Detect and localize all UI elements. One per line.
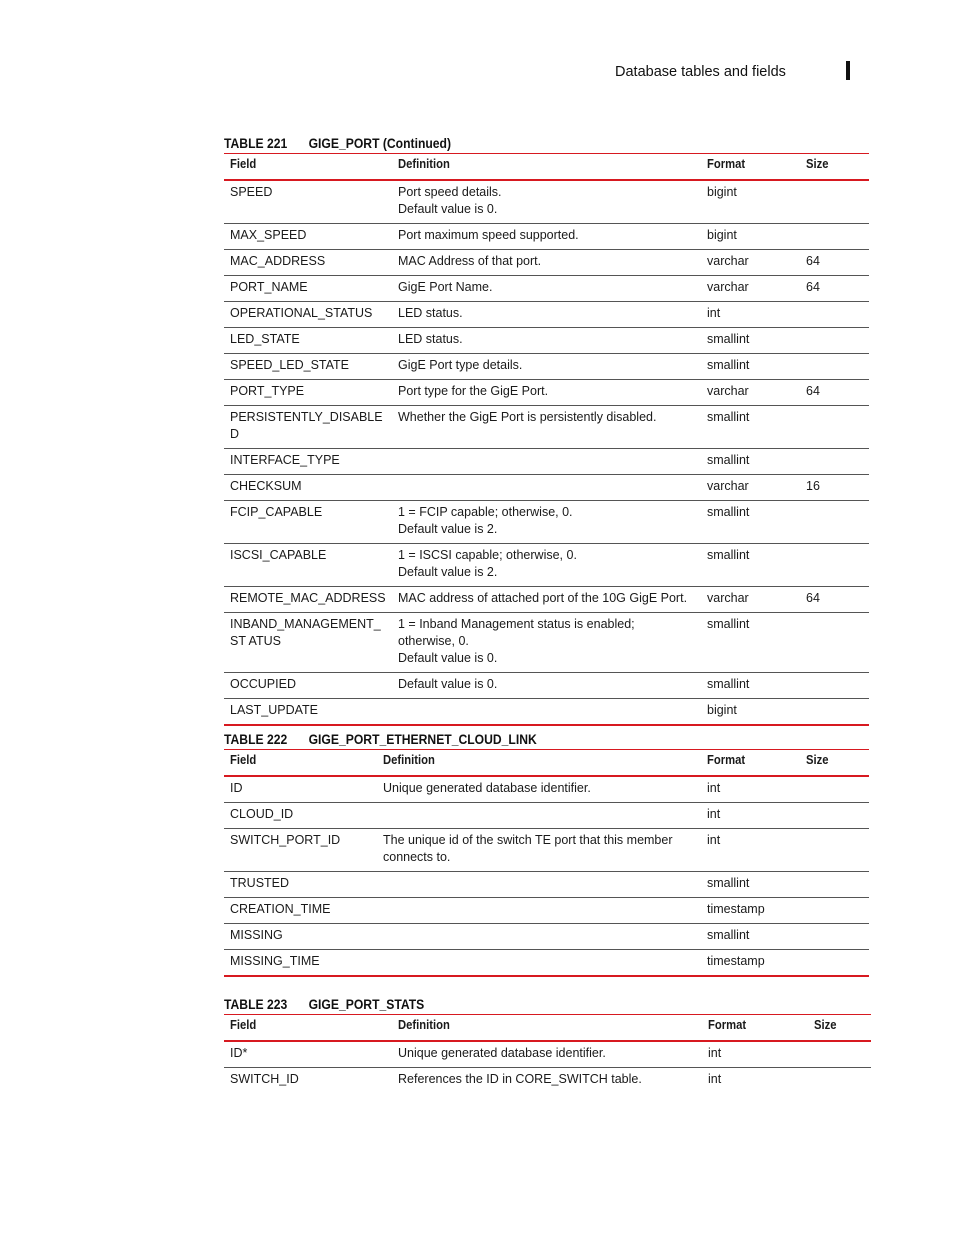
size-cell (808, 1041, 871, 1068)
definition-cell (392, 543, 701, 586)
definition-cell (392, 301, 701, 327)
size-cell (800, 871, 869, 897)
definition-cell (392, 327, 701, 353)
table-row (224, 776, 869, 803)
table-row (224, 897, 869, 923)
definition-cell (377, 776, 701, 803)
size-cell (800, 897, 869, 923)
format-cell: varchar (701, 275, 800, 301)
field-cell: CHECKSUM (224, 474, 392, 500)
format-cell: timestamp (701, 897, 800, 923)
size-cell: 64 (800, 379, 869, 405)
column-header-field: Field (224, 1015, 392, 1041)
definition-line: 1 = ISCSI capable; otherwise, 0. (398, 547, 577, 562)
table-header-row (224, 1015, 871, 1041)
field-cell: PORT_NAME (224, 275, 392, 301)
column-header-format: Format (701, 750, 800, 776)
field-cell: SPEED (224, 180, 392, 224)
column-header-definition: Definition (377, 750, 701, 776)
table-row (224, 448, 869, 474)
column-header-definition: Definition (392, 1015, 702, 1041)
table-row (224, 275, 869, 301)
definition-cell (377, 871, 701, 897)
column-header-format: Format (702, 1015, 808, 1041)
format-cell: int (701, 828, 800, 871)
table-row (224, 949, 869, 976)
data-table (224, 749, 869, 977)
field-cell: MISSING (224, 923, 377, 949)
definition-cell (392, 672, 701, 698)
field-cell: MISSING_TIME (224, 949, 377, 976)
definition-line: Default value is 0. (398, 201, 498, 216)
format-cell: smallint (701, 612, 800, 672)
data-table (224, 153, 869, 726)
size-cell (800, 949, 869, 976)
table-row (224, 586, 869, 612)
definition-line: Port speed details. (398, 184, 502, 199)
column-header-size: Size (800, 154, 869, 180)
field-cell: CLOUD_ID (224, 802, 377, 828)
definition-line: LED status. (398, 331, 463, 346)
table-row (224, 327, 869, 353)
table-row (224, 923, 869, 949)
table-row (224, 612, 869, 672)
table-title: GIGE_PORT (Continued) (308, 136, 452, 151)
format-cell: int (708, 1071, 722, 1086)
definition-cell (392, 275, 701, 301)
definition-line: Port type for the GigE Port. (398, 383, 549, 398)
format-cell: smallint (701, 672, 800, 698)
size-cell (800, 223, 869, 249)
format-cell: smallint (701, 448, 800, 474)
field-cell: OCCUPIED (224, 672, 392, 698)
field-cell: ID (224, 776, 377, 803)
definition-line: 1 = FCIP capable; otherwise, 0. (398, 504, 573, 519)
table-caption (224, 996, 806, 1014)
format-cell: varchar (701, 379, 800, 405)
field-cell: PERSISTENTLY_DISABLED (224, 405, 392, 448)
definition-line: MAC Address of that port. (398, 253, 542, 268)
table-row (224, 500, 869, 543)
table-row (224, 698, 869, 725)
definition-cell (392, 1041, 702, 1068)
definition-cell (392, 448, 701, 474)
field-cell: SPEED_LED_STATE (224, 353, 392, 379)
size-cell (808, 1067, 871, 1093)
field-cell: ID* (224, 1041, 392, 1068)
format-cell: int (701, 301, 800, 327)
table-row (224, 1041, 871, 1068)
format-cell: smallint (701, 923, 800, 949)
size-cell (800, 802, 869, 828)
definition-line: LED status. (398, 305, 463, 320)
format-cell: varchar (701, 586, 800, 612)
table-row (224, 180, 869, 224)
format-cell: int (701, 776, 800, 803)
definition-line: Unique generated database identifier. (398, 1045, 606, 1060)
table-caption (224, 731, 805, 749)
table-row (224, 871, 869, 897)
definition-line: Default value is 0. (398, 676, 498, 691)
definition-cell (377, 897, 701, 923)
table-row (224, 249, 869, 275)
table-222 (224, 731, 869, 977)
table-221 (224, 135, 869, 726)
field-cell: SWITCH_PORT_ID (224, 828, 377, 871)
format-cell: varchar (701, 474, 800, 500)
definition-line: Port maximum speed supported. (398, 227, 579, 242)
definition-cell (392, 1067, 702, 1093)
column-header-size: Size (808, 1015, 871, 1041)
definition-cell (392, 405, 701, 448)
column-header-field: Field (224, 154, 392, 180)
definition-cell (392, 698, 701, 725)
table-row (224, 1067, 871, 1093)
size-cell (800, 672, 869, 698)
definition-cell (392, 586, 701, 612)
field-cell: LAST_UPDATE (224, 698, 392, 725)
table-row (224, 379, 869, 405)
definition-line: Unique generated database identifier. (383, 780, 591, 795)
definition-cell (392, 353, 701, 379)
format-cell: bigint (701, 223, 800, 249)
format-cell: int (702, 1041, 808, 1068)
field-cell: PORT_TYPE (224, 379, 392, 405)
table-number: TABLE 222 (224, 732, 288, 747)
definition-line: Default value is 0. (398, 650, 498, 665)
size-cell (800, 405, 869, 448)
size-cell: 16 (800, 474, 869, 500)
format-cell: varchar (701, 249, 800, 275)
format-cell: smallint (701, 353, 800, 379)
size-cell (800, 828, 869, 871)
format-cell: smallint (701, 543, 800, 586)
definition-line: References the ID in CORE_SWITCH table. (398, 1071, 642, 1086)
size-cell (800, 327, 869, 353)
column-header-size: Size (800, 750, 869, 776)
definition-line: GigE Port Name. (398, 279, 493, 294)
format-cell: int (701, 802, 800, 828)
field-cell: TRUSTED (224, 871, 377, 897)
table-title: GIGE_PORT_STATS (308, 997, 425, 1012)
definition-line: MAC address of attached port of the 10G GigE Port. (398, 590, 688, 605)
field-cell: LED_STATE (224, 327, 392, 353)
definition-cell (377, 923, 701, 949)
size-cell (800, 448, 869, 474)
table-row (224, 802, 869, 828)
size-cell (800, 698, 869, 725)
size-cell (800, 776, 869, 803)
field-cell: MAC_ADDRESS (224, 249, 392, 275)
format-cell: smallint (701, 405, 800, 448)
definition-cell (392, 180, 701, 224)
field-cell: OPERATIONAL_STATUS (224, 301, 392, 327)
field-cell: INBAND_MANAGEMENT_ST ATUS (224, 612, 392, 672)
definition-line: GigE Port type details. (398, 357, 523, 372)
definition-cell (377, 828, 701, 871)
table-223 (224, 996, 871, 1093)
size-cell (800, 923, 869, 949)
field-cell: INTERFACE_TYPE (224, 448, 392, 474)
table-row (224, 543, 869, 586)
definition-cell (392, 500, 701, 543)
table-header-row (224, 154, 869, 180)
table-number: TABLE 221 (224, 136, 288, 151)
format-cell: bigint (701, 698, 800, 725)
definition-cell (392, 223, 701, 249)
column-header-format: Format (701, 154, 800, 180)
size-cell (800, 353, 869, 379)
header-bar-decoration (846, 61, 850, 80)
running-head-title: Database tables and fields (615, 64, 786, 80)
table-row (224, 828, 869, 871)
definition-cell (392, 474, 701, 500)
field-cell: FCIP_CAPABLE (224, 500, 392, 543)
size-cell: 64 (800, 275, 869, 301)
field-cell: SWITCH_ID (230, 1071, 299, 1086)
definition-cell (392, 379, 701, 405)
table-title: GIGE_PORT_ETHERNET_CLOUD_LINK (308, 732, 537, 747)
table-number: TABLE 223 (224, 997, 288, 1012)
size-cell: 64 (800, 586, 869, 612)
column-header-definition: Definition (392, 154, 701, 180)
field-cell: ISCSI_CAPABLE (224, 543, 392, 586)
format-cell: bigint (701, 180, 800, 224)
field-cell: MAX_SPEED (224, 223, 392, 249)
format-cell: smallint (701, 500, 800, 543)
definition-cell (392, 249, 701, 275)
field-cell: CREATION_TIME (224, 897, 377, 923)
format-cell: smallint (701, 327, 800, 353)
table-row (224, 353, 869, 379)
format-cell: smallint (701, 871, 800, 897)
definition-line: The unique id of the switch TE port that this member connects to. (383, 832, 673, 864)
definition-line: Default value is 2. (398, 521, 498, 536)
size-cell (800, 301, 869, 327)
field-cell: REMOTE_MAC_ADDRESS (224, 586, 392, 612)
table-row (224, 301, 869, 327)
definition-cell (377, 949, 701, 976)
definition-line: 1 = Inband Management status is enabled; otherwise, 0. (398, 616, 635, 648)
column-header-field: Field (224, 750, 377, 776)
size-cell (800, 500, 869, 543)
definition-cell (392, 612, 701, 672)
table-header-row (224, 750, 869, 776)
table-row (224, 405, 869, 448)
size-cell (800, 612, 869, 672)
table-row (224, 672, 869, 698)
table-row (224, 223, 869, 249)
size-cell: 64 (800, 249, 869, 275)
format-cell: timestamp (701, 949, 800, 976)
definition-line: Default value is 2. (398, 564, 498, 579)
table-row (224, 474, 869, 500)
definition-cell (377, 802, 701, 828)
data-table (224, 1014, 871, 1093)
definition-line: Whether the GigE Port is persistently disabled. (398, 409, 657, 424)
size-cell (800, 180, 869, 224)
size-cell (800, 543, 869, 586)
table-caption (224, 135, 805, 153)
